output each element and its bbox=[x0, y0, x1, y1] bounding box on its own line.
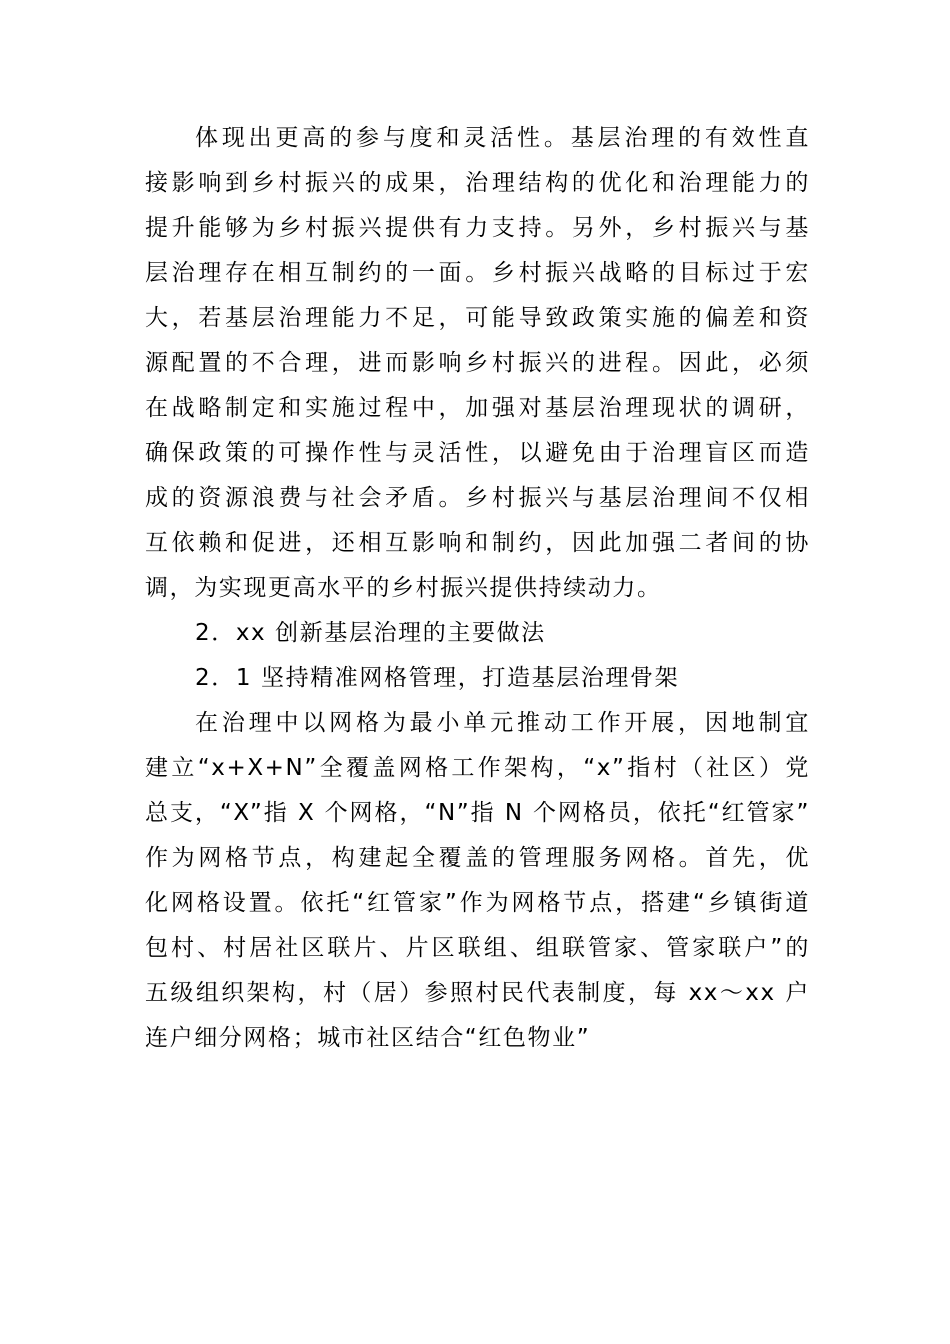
section-heading: 2．xx 创新基层治理的主要做法 bbox=[195, 620, 546, 646]
paragraph-line: 建立“x+X+N”全覆盖网格工作架构，“x”指村（社区）党 bbox=[145, 755, 810, 781]
paragraph-line: 五级组织架构，村（居）参照村民代表制度，每 xx～xx 户 bbox=[145, 980, 810, 1006]
paragraph-line: 成的资源浪费与社会矛盾。乡村振兴与基层治理间不仅相 bbox=[145, 485, 810, 511]
paragraph-line: 包村、村居社区联片、片区联组、组联管家、管家联户”的 bbox=[145, 935, 810, 961]
paragraph-line: 层治理存在相互制约的一面。乡村振兴战略的目标过于宏 bbox=[145, 260, 810, 286]
paragraph-line: 源配置的不合理，进而影响乡村振兴的进程。因此，必须 bbox=[145, 350, 810, 376]
paragraph-line: 提升能够为乡村振兴提供有力支持。另外，乡村振兴与基 bbox=[145, 215, 810, 241]
paragraph-line: 互依赖和促进，还相互影响和制约，因此加强二者间的协 bbox=[145, 530, 810, 556]
paragraph-line: 作为网格节点，构建起全覆盖的管理服务网格。首先，优 bbox=[145, 845, 810, 871]
paragraph-line: 调，为实现更高水平的乡村振兴提供持续动力。 bbox=[145, 575, 662, 601]
paragraph-line: 在治理中以网格为最小单元推动工作开展，因地制宜 bbox=[195, 710, 810, 736]
paragraph-line: 确保政策的可操作性与灵活性，以避免由于治理盲区而造 bbox=[145, 440, 810, 466]
paragraph-line: 在战略制定和实施过程中，加强对基层治理现状的调研， bbox=[145, 395, 810, 421]
paragraph-line: 连户细分网格；城市社区结合“红色物业” bbox=[145, 1025, 591, 1051]
paragraph-line: 接影响到乡村振兴的成果，治理结构的优化和治理能力的 bbox=[145, 170, 810, 196]
paragraph-line: 总支，“X”指 X 个网格，“N”指 N 个网格员，依托“红管家” bbox=[145, 800, 810, 826]
subsection-heading: 2．1 坚持精准网格管理，打造基层治理骨架 bbox=[195, 665, 680, 691]
paragraph-line: 体现出更高的参与度和灵活性。基层治理的有效性直 bbox=[195, 125, 810, 151]
paragraph-line: 化网格设置。依托“红管家”作为网格节点，搭建“乡镇街道 bbox=[145, 890, 810, 916]
paragraph-line: 大，若基层治理能力不足，可能导致政策实施的偏差和资 bbox=[145, 305, 810, 331]
